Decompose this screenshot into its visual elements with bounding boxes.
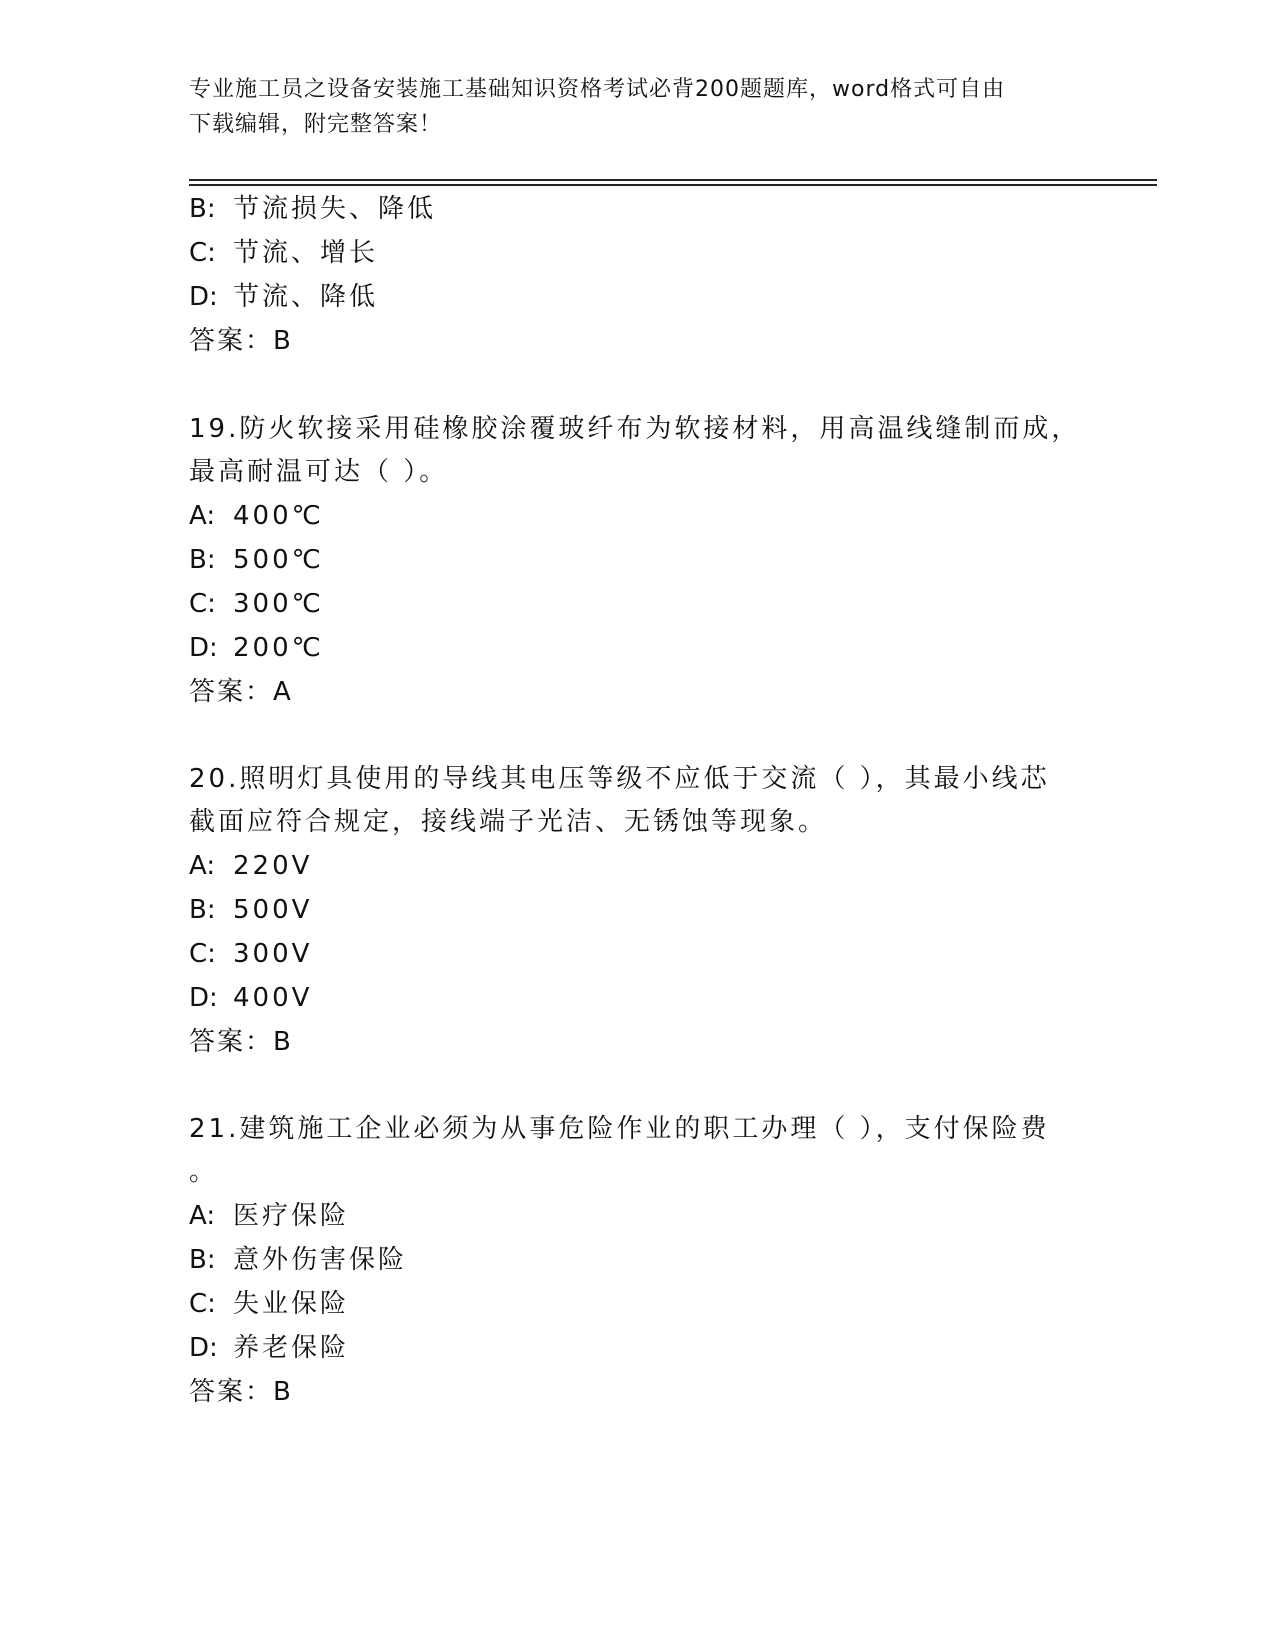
option-b: B: 节流损失、降低 <box>189 194 437 224</box>
option-b: B: 500V <box>189 895 313 925</box>
answer: 答案：B <box>189 1377 293 1407</box>
option-b: B: 500℃ <box>189 545 324 575</box>
option-d: D: 节流、降低 <box>189 282 379 312</box>
question-20-text: 20.照明灯具使用的导线其电压等级不应低于交流（ ），其最小线芯 <box>189 764 1050 794</box>
answer: 答案：A <box>189 677 293 707</box>
header-rule-top <box>189 179 1157 181</box>
header-rule-bottom <box>189 184 1157 186</box>
option-c: C: 失业保险 <box>189 1289 350 1319</box>
option-b: B: 意外伤害保险 <box>189 1245 408 1275</box>
question-19-text: 19.防火软接采用硅橡胶涂覆玻纤布为软接材料，用高温线缝制而成， <box>189 414 1081 444</box>
question-21-text-cont: 。 <box>189 1157 219 1187</box>
option-c: C: 300V <box>189 939 313 969</box>
answer: 答案：B <box>189 1027 293 1057</box>
header-line-2: 下载编辑，附完整答案！ <box>189 112 443 137</box>
option-a: A: 医疗保险 <box>189 1201 350 1231</box>
option-d: D: 200℃ <box>189 633 324 663</box>
question-21-text: 21.建筑施工企业必须为从事危险作业的职工办理（ ），支付保险费 <box>189 1114 1050 1144</box>
option-c: C: 300℃ <box>189 589 324 619</box>
option-d: D: 400V <box>189 983 313 1013</box>
option-d: D: 养老保险 <box>189 1333 350 1363</box>
question-19-text-cont: 最高耐温可达（ ）。 <box>189 457 449 487</box>
document-header <box>189 72 1089 142</box>
option-c: C: 节流、增长 <box>189 238 379 268</box>
option-a: A: 220V <box>189 851 313 881</box>
option-a: A: 400℃ <box>189 501 324 531</box>
answer: 答案：B <box>189 326 293 356</box>
question-20-text-cont: 截面应符合规定，接线端子光洁、无锈蚀等现象。 <box>189 807 828 837</box>
header-line-1: 专业施工员之设备安装施工基础知识资格考试必背200题题库，word格式可自由 <box>189 77 1006 102</box>
